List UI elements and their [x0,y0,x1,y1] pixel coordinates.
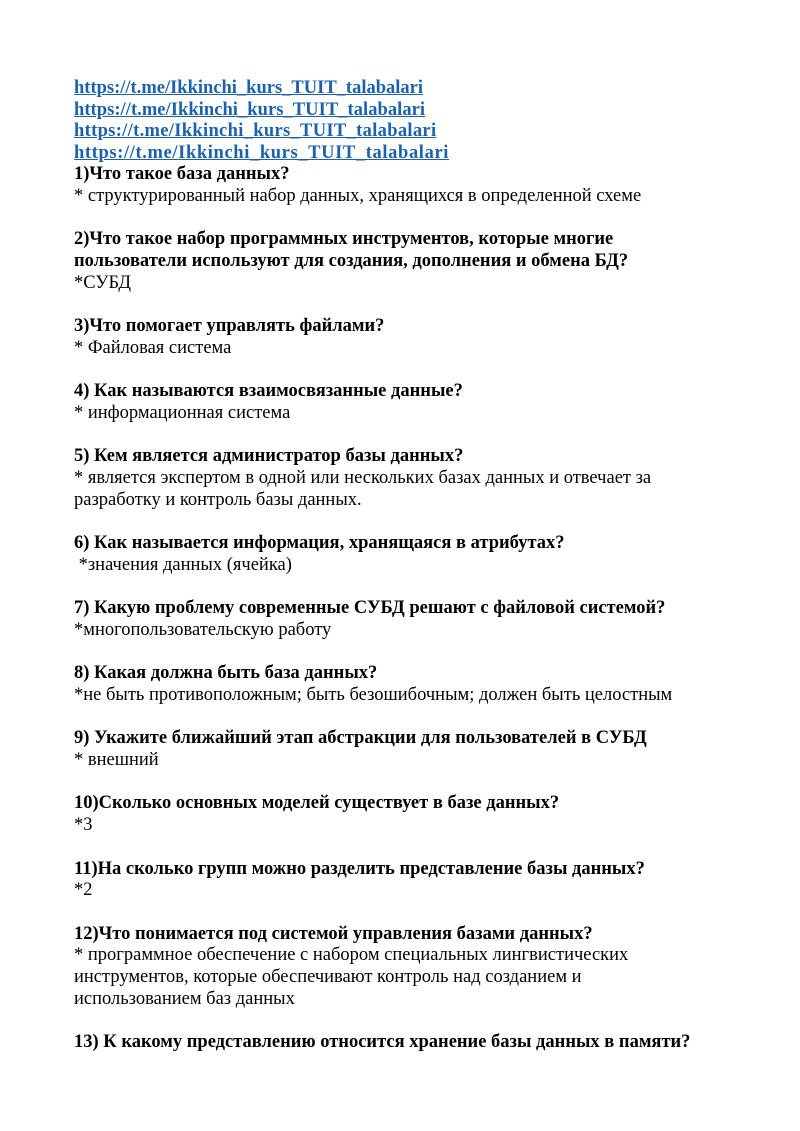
question-text: 7) Какую проблему современные СУБД решают с файловой системой? [74,598,666,619]
question-text: 6) Как называется информация, хранящаяся в атрибутах? [74,533,565,554]
qa-block [74,663,702,707]
answer-text: *3 [74,815,93,836]
qa-block [74,924,702,1011]
question-text: 10)Сколько основных моделей существует в базе данных? [74,793,560,814]
question-text: 12)Что понимается под системой управления базами данных? [74,923,593,944]
answer-text: *значения данных (ячейка) [74,554,292,575]
qa-block [74,728,702,772]
qa-block [74,316,702,360]
question-text: 13) К какому представлению относится хранение базы данных в памяти? [74,1032,691,1053]
telegram-link[interactable]: https://t.me/Ikkinchi_kurs_TUIT_talabalari [74,78,423,98]
qa-block [74,1032,702,1054]
answer-text: *многопользовательскую работу [74,619,332,640]
question-text: 5) Кем является администратор базы данных? [74,446,464,467]
qa-block [74,598,702,642]
answer-text: *2 [74,880,93,901]
question-text: 3)Что помогает управлять файлами? [74,315,385,336]
answer-text: * программное обеспечение с набором специальных лингвистических инструментов, которые обеспечивают контроль над созданием и использованием баз данных [74,945,633,1010]
question-text: 11)На сколько групп можно разделить представление базы данных? [74,858,645,879]
telegram-link-list [74,78,702,164]
document-content [74,78,702,1054]
answer-text: * Файловая система [74,337,232,358]
answer-text: * информационная система [74,402,291,423]
question-text: 4) Как называются взаимосвязанные данные? [74,381,463,402]
answer-text: *СУБД [74,272,131,293]
qa-block [74,381,702,425]
question-text: 2)Что такое набор программных инструментов, которые многие пользователи используют для создания, дополнения и обмена БД? [74,229,629,271]
answer-text: *не быть противоположным; быть безошибочным; должен быть целостным [74,685,673,706]
question-text: 1)Что такое база данных? [74,164,290,184]
telegram-link[interactable]: https://t.me/Ikkinchi_kurs_TUIT_talabalari [74,99,426,120]
question-text: 9) Укажите ближайший этап абстракции для пользователей в СУБД [74,728,647,749]
answer-text: * является экспертом в одной или нескольких базах данных и отвечает за разработку и контроль базы данных. [74,467,656,510]
telegram-link[interactable]: https://t.me/Ikkinchi_kurs_TUIT_talabalari [74,121,437,141]
qa-block [74,229,702,294]
telegram-link[interactable]: https://t.me/Ikkinchi_kurs_TUIT_talabalari [74,142,450,163]
qa-block [74,793,702,837]
answer-text: * структурированный набор данных, хранящихся в определенной схеме [74,185,642,206]
qa-block [74,533,702,577]
question-answer-list [74,164,702,1054]
question-text: 8) Какая должна быть база данных? [74,663,378,684]
qa-block [74,446,702,511]
qa-block [74,164,702,208]
answer-text: * внешний [74,750,159,771]
qa-block [74,859,702,903]
